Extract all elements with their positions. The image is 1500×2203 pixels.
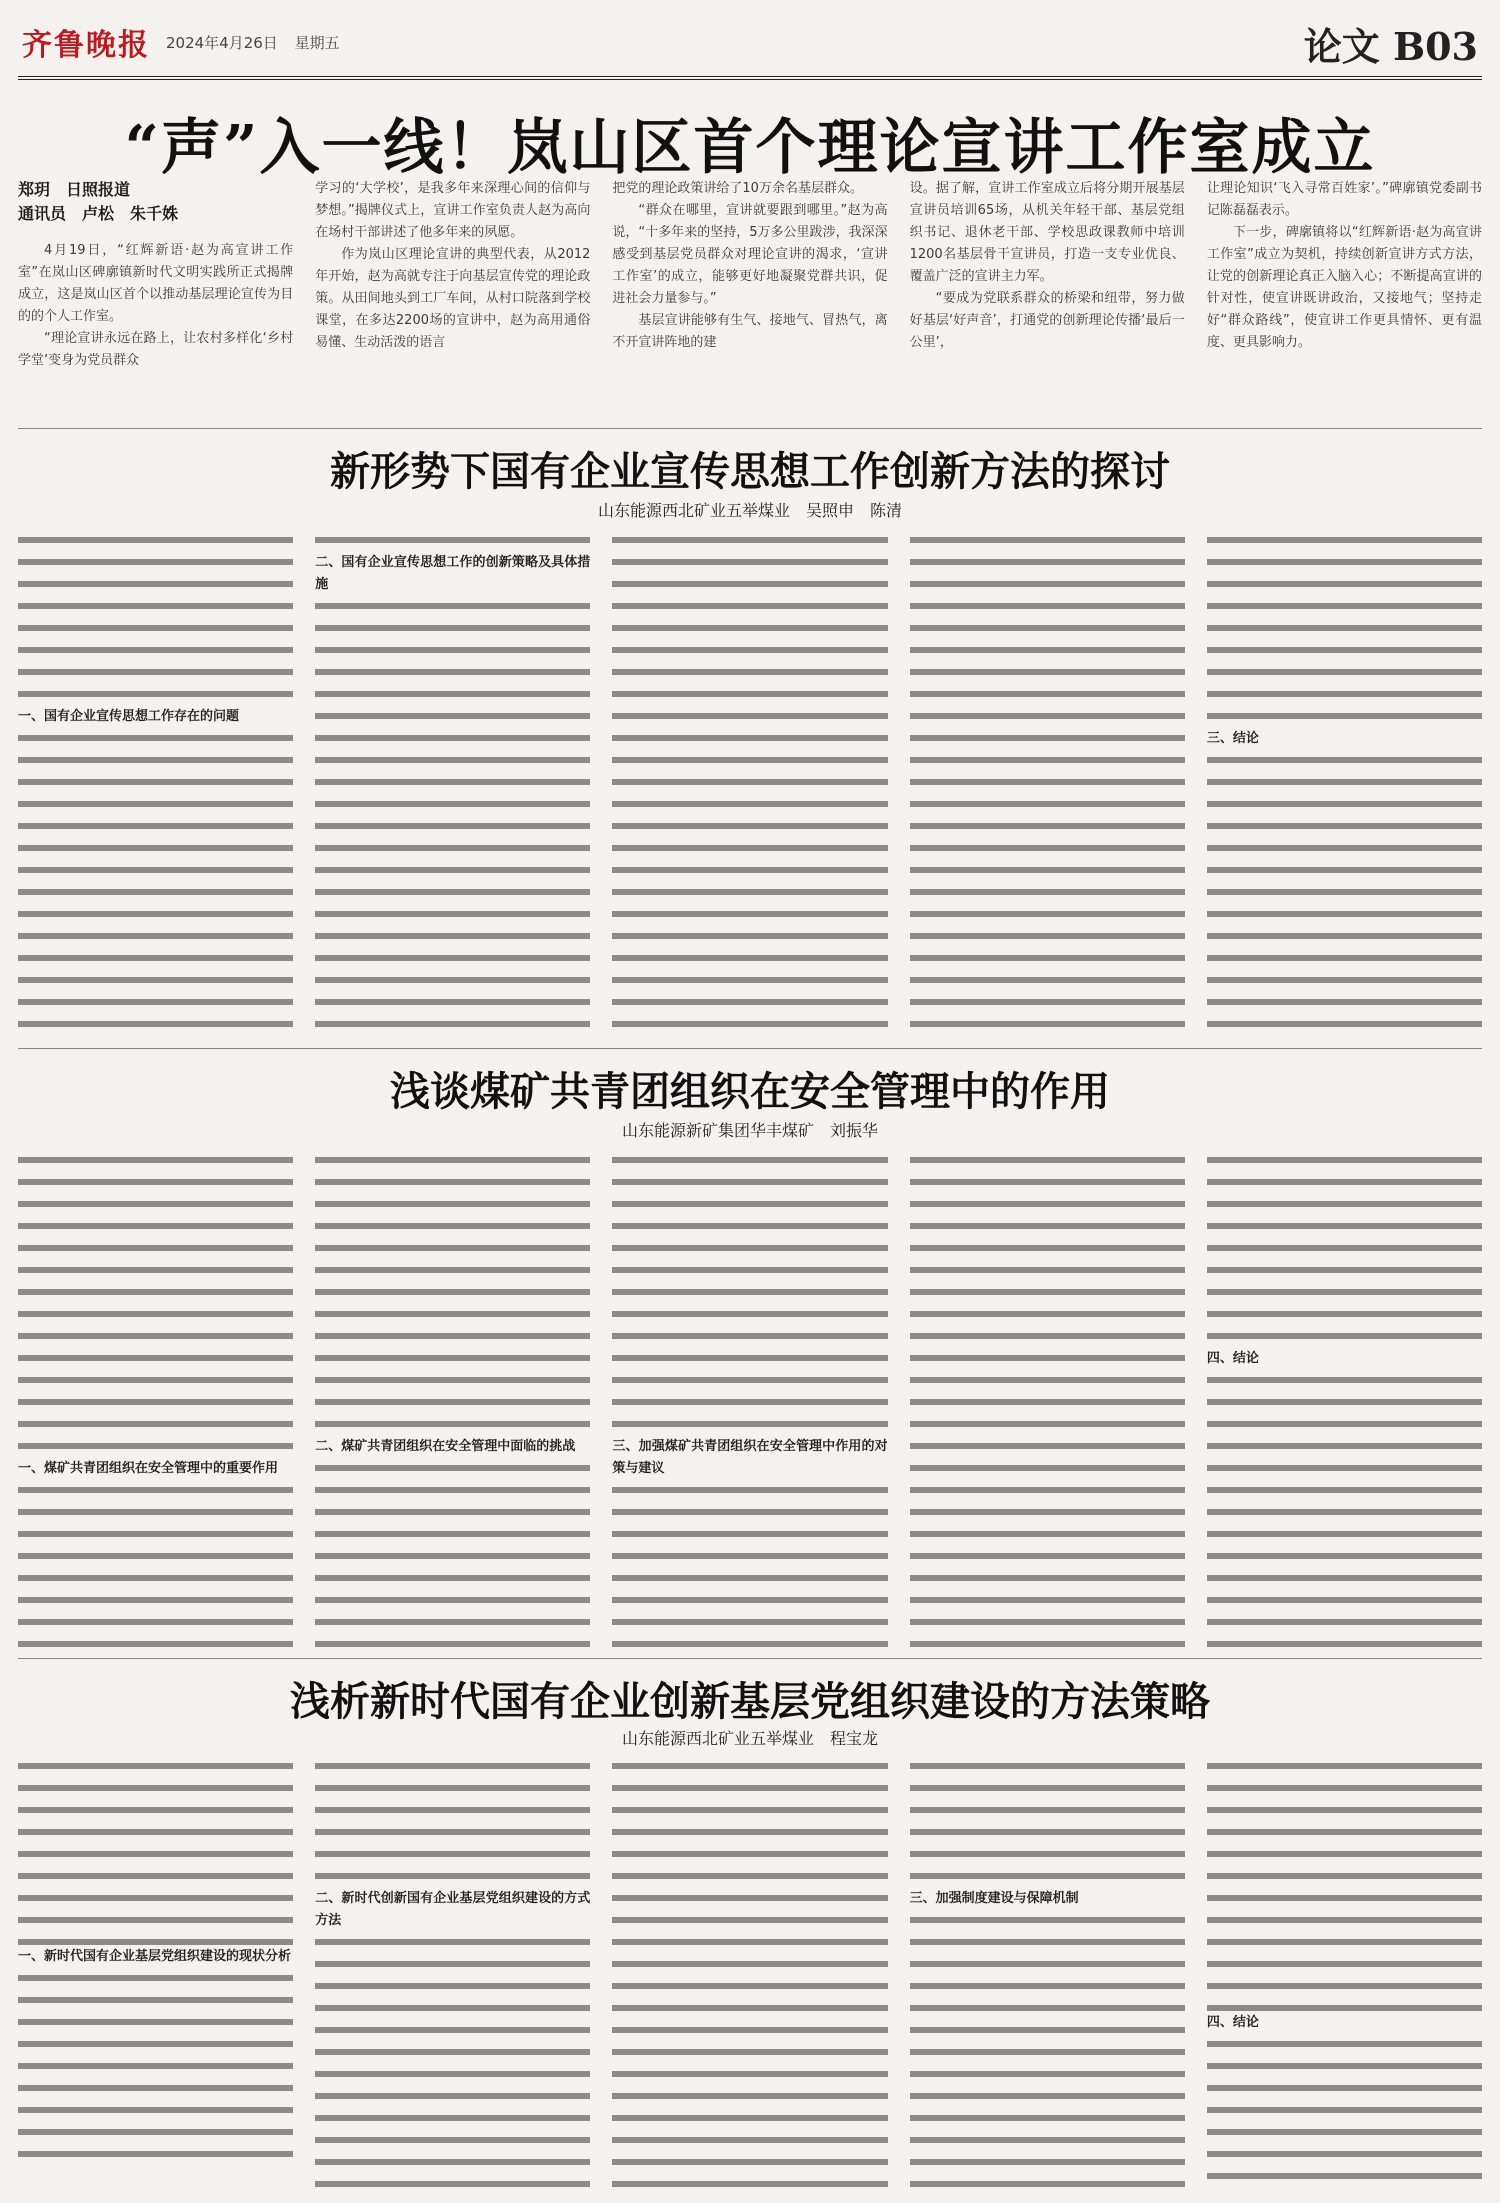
text-block [612, 530, 887, 1040]
date-text: 2024年4月26日 [166, 34, 278, 52]
text-block [18, 530, 293, 706]
text-block [612, 1480, 887, 1650]
article2-col-4 [910, 530, 1185, 1040]
section-divider [18, 1658, 1482, 1659]
article4-heading: 一、新时代国有企业基层党组织建设的现状分析 [18, 1949, 292, 1964]
text-block [18, 728, 293, 1038]
article2-col-2 [315, 530, 590, 1040]
text-block [910, 1150, 1185, 1650]
article1-paragraph: “要成为党联系群众的桥梁和纽带，努力做好基层‘好声音’，打通党的创新理论传播‘最后一公里’， [909, 291, 1185, 350]
article1-col-2 [315, 178, 590, 418]
text-block [315, 596, 590, 1040]
article1-paragraph: 4月19日，“红辉新语·赵为高宣讲工作室”在岚山区碑廓镇新时代文明实践所正式揭牌成立，这是岚山区首个以推动基层理论宣传为目的的个人工作室。 [18, 243, 294, 324]
article2-heading: 一、国有企业宣传思想工作存在的问题 [18, 709, 240, 724]
article3-col-1 [18, 1150, 293, 1650]
article4-col-1 [18, 1756, 293, 2192]
text-block [612, 1756, 887, 2192]
text-block [315, 530, 590, 552]
text-block [18, 1756, 293, 1946]
issue-date [166, 32, 352, 53]
article3-byline: 山东能源新矿集团华丰煤矿 刘振华 [621, 1121, 878, 1140]
text-block [1207, 750, 1482, 1038]
article1-paragraph: “理论宣讲永远在路上，让农村多样化‘乡村学堂’变身为党员群众 [18, 331, 294, 368]
section-label: 论文 B03 [1303, 24, 1478, 69]
article1-paragraph: 设。据了解，宣讲工作室成立后将分期开展基层宣讲员培训65场，从机关年轻干部、基层党组织书记、退休老干部、学校思政课教师中培训1200名基层骨干宣讲员，打造一支专业优良、覆盖广泛的宣讲主力军。 [909, 181, 1185, 284]
text-block [18, 1150, 293, 1458]
text-block [315, 1932, 590, 2192]
article4-heading: 四、结论 [1206, 2015, 1259, 2030]
article1-col-3 [612, 178, 887, 418]
article3-heading: 四、结论 [1206, 1351, 1259, 1366]
text-block [910, 1756, 1185, 1888]
section-divider [18, 428, 1482, 429]
article3-col-3 [612, 1150, 887, 1650]
article3-col-5 [1207, 1150, 1482, 1650]
article1-paragraph: 把党的理论政策讲给了10万余名基层群众。 [612, 181, 863, 196]
article1-paragraph: 基层宣讲能够有生气、接地气、冒热气，离不开宣讲阵地的建 [612, 313, 888, 350]
newspaper-logo: 齐鲁晚报 [22, 28, 150, 63]
text-block [18, 1968, 293, 2170]
text-block [1207, 1756, 1482, 2012]
article3-body [18, 1150, 1482, 1650]
article4-heading: 二、新时代创新国有企业基层党组织建设的方式方法 [315, 1891, 591, 1928]
article2-col-3 [612, 530, 887, 1040]
masthead [18, 14, 1482, 80]
text-block [1207, 2034, 1482, 2192]
article4-heading: 三、加强制度建设与保障机制 [909, 1891, 1079, 1906]
article1-col-5 [1207, 178, 1482, 418]
article2-body [18, 530, 1482, 1040]
text-block [910, 530, 1185, 1040]
article1-col-4 [910, 178, 1185, 418]
article4-col-2 [315, 1756, 590, 2192]
article2-byline: 山东能源西北矿业五举煤业 吴照申 陈清 [597, 501, 902, 520]
article3-heading: 二、煤矿共青团组织在安全管理中面临的挑战 [315, 1439, 576, 1454]
article4-col-4 [910, 1756, 1185, 2192]
text-block [315, 1756, 590, 1888]
article1-byline-reporter: 郑玥 日照报道 [18, 180, 131, 199]
text-block [1207, 530, 1482, 728]
article3-col-2 [315, 1150, 590, 1650]
article1-paragraph: 学习的‘大学校’，是我多年来深理心间的信仰与梦想。”揭牌仪式上，宣讲工作室负责人赵为高向在场村干部讲述了他多年来的夙愿。 [315, 181, 591, 240]
text-block [18, 1480, 293, 1650]
article4-title: 浅析新时代国有企业创新基层党组织建设的方法策略 [290, 1678, 1210, 1725]
article1-title: “声”入一线！岚山区首个理论宣讲工作室成立 [124, 113, 1376, 183]
article1-paragraph: 让理论知识‘飞入寻常百姓家’。”碑廓镇党委副书记陈磊磊表示。 [1206, 181, 1483, 218]
section-divider [18, 1048, 1482, 1049]
text-block [1207, 1370, 1482, 1650]
article2-title: 新形势下国有企业宣传思想工作创新方法的探讨 [330, 448, 1170, 495]
article1-col-1 [18, 240, 293, 418]
text-block [315, 1458, 590, 1650]
article3-heading: 一、煤矿共青团组织在安全管理中的重要作用 [18, 1461, 279, 1476]
article3-title: 浅谈煤矿共青团组织在安全管理中的作用 [390, 1068, 1110, 1115]
article3-col-4 [910, 1150, 1185, 1650]
text-block [910, 1910, 1185, 2192]
article4-col-3 [612, 1756, 887, 2192]
text-block [1207, 1150, 1482, 1348]
article1-paragraph: 下一步，碑廓镇将以“红辉新语·赵为高宣讲工作室”成立为契机，持续创新宣讲方式方法，让党的创新理论真正入脑入心；不断提高宣讲的针对性，使宣讲既讲政治，又接地气；坚持走好“群众路线”，使宣讲工作更具情怀、更有温度、更具影响力。 [1206, 225, 1483, 350]
article2-heading: 三、结论 [1206, 731, 1259, 746]
article4-body [18, 1756, 1482, 2192]
article4-byline: 山东能源西北矿业五举煤业 程宝龙 [621, 1729, 878, 1748]
article2-col-1 [18, 530, 293, 1040]
article1-byline [18, 178, 268, 226]
article1-paragraph: 作为岚山区理论宣讲的典型代表，从2012年开始，赵为高就专注于向基层宣传党的理论政策。从田间地头到工厂车间，从村口院落到学校课堂，在多达2200场的宣讲中，赵为高用通俗易懂、生动活泼的语言 [315, 247, 591, 350]
text-block [315, 1150, 590, 1436]
text-block [612, 1150, 887, 1436]
weekday-text: 星期五 [294, 34, 340, 52]
article2-heading: 二、国有企业宣传思想工作的创新策略及具体措施 [315, 555, 591, 592]
article2-col-5 [1207, 530, 1482, 1040]
article3-heading: 三、加强煤矿共青团组织在安全管理中作用的对策与建议 [612, 1439, 888, 1476]
article1-byline-correspondents: 通讯员 卢松 朱千姝 [18, 204, 179, 223]
article1-paragraph: “群众在哪里，宣讲就要跟到哪里。”赵为高说，“十多年来的坚持，5万多公里跋涉，我深深感受到基层党员群众对理论宣讲的渴求，‘宣讲工作室’的成立，能够更好地凝聚党群共识，促进社会力量参与。” [612, 203, 888, 306]
article4-col-5 [1207, 1756, 1482, 2192]
